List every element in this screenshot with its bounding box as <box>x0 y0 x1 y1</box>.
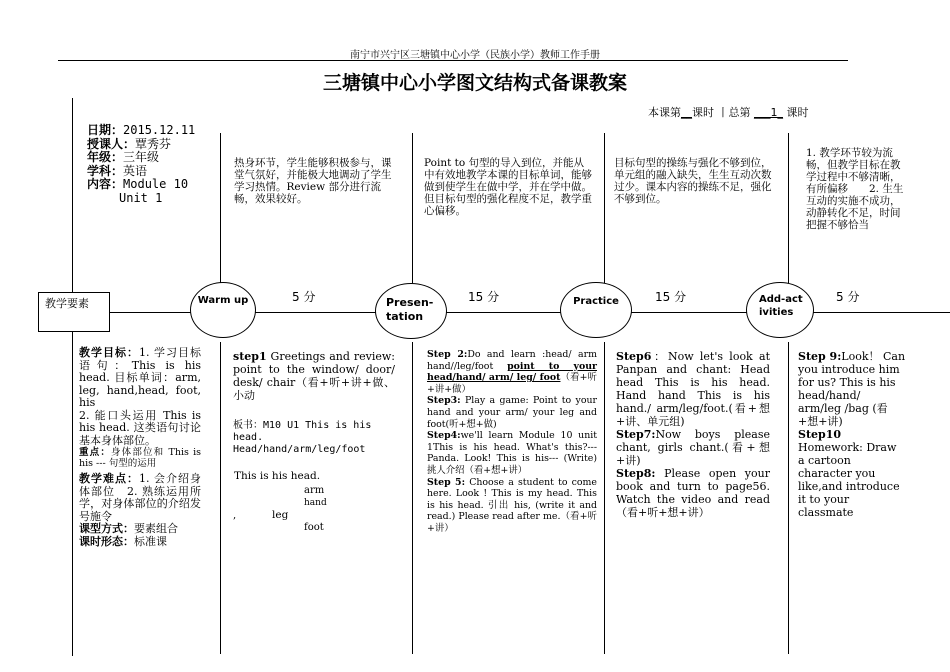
step8-text: Please open your book and turn to page56. Watch the video and read（看+听+想+讲） <box>616 467 770 519</box>
step6-text: ：Now let's look at Panpan and chant: Head head This is his head. Hand hand This is his hand./ arm/leg/foot.(看+想+讲、单元组) <box>616 350 770 428</box>
divider-bottom-4 <box>788 342 789 654</box>
step2-mode: （看+听+讲+做） <box>427 372 598 395</box>
step5-text: Choose a student to come here. Look ! This is my head. This is his head. 引出 his, (write it and read.) Please read after me.（看+听+讲） <box>427 476 597 534</box>
step9-label: Step 9: <box>798 350 842 363</box>
board-sentence: This is his head. <box>234 470 321 482</box>
divider-top-3 <box>604 133 605 283</box>
duration-practice: 15 分 <box>655 290 687 304</box>
board-word-leg: leg <box>272 509 289 521</box>
board-comma: , <box>233 510 237 521</box>
content-value: Module 10 <box>123 177 189 191</box>
stage-additional: Add-activities <box>746 282 814 338</box>
step10-text: Homework: Draw a cartoon character you like,and introduce it to your classmate <box>798 441 900 519</box>
lesson-number: __ <box>681 106 692 119</box>
unit-value: Unit 1 <box>119 190 163 205</box>
step2-text: Do and learn :head/ arm hand//leg/foot <box>427 349 597 372</box>
step10-label: Step10 <box>798 428 842 441</box>
additional-steps <box>798 350 906 519</box>
warmup-steps <box>233 350 395 402</box>
subject-label: 学科： <box>87 163 124 178</box>
grade-label: 年级： <box>87 150 124 164</box>
step2-command: point to your head/hand/ arm/ leg/ foot <box>427 360 597 384</box>
step4-label: Step4: <box>427 430 461 442</box>
step3-text: Play a game: Point to your hand and your arm/ your leg and foot(听+想+做) <box>427 395 597 430</box>
duration-additional: 5 分 <box>836 290 860 304</box>
lesson-form: 标准课 <box>134 534 167 548</box>
reflection-practice: 目标句型的操练与强化不够到位，单元组的融入缺失，生生互动次数过少。课本内容的操练不足，强化不够到位。 <box>614 157 772 205</box>
board-words: Head/hand/arm/leg/foot <box>233 444 366 455</box>
lesson-info <box>87 124 217 205</box>
divider-top-4 <box>788 133 789 283</box>
step9-text: Look！ Can you introduce him for us? This is his head/hand/ arm/leg /bag (看+想+讲) <box>798 350 906 428</box>
presentation-steps <box>427 349 597 535</box>
content-label: 内容： <box>87 177 124 191</box>
reflection-presentation: Point to 句型的导入到位，并能从中有效地教学本课的目标单词，能够做到使学生在做中学，并在学中做。但目标句型的强化程度不足，教学重心偏移。 <box>424 157 592 217</box>
difficulty: 1. 会介绍身体部位 2. 熟练运用所学，对身体部位的介绍发号施令 <box>79 472 201 523</box>
page-title: 三塘镇中心小学图文结构式备课教案 <box>322 72 627 94</box>
teacher-label: 授课人： <box>87 136 136 151</box>
stage-warmup: Warm up <box>190 282 256 338</box>
lesson-label: 本课第 <box>648 106 681 119</box>
total-label: 总第 <box>728 106 751 119</box>
step3-label: Step3: <box>427 395 461 407</box>
left-border-line <box>72 98 73 656</box>
date-label: 日期： <box>87 123 124 137</box>
stage-practice: Practice <box>560 282 632 338</box>
step6-label: Step6 <box>616 350 652 363</box>
reflection-additional: 1. 教学环节较为流畅，但教学目标在教学过程中不够清晰，有所偏移 2. 生生互动的实施不成功，动静转化不足，时间把握不够恰当 <box>806 147 904 231</box>
step1-text: Greetings and review: point to the window/ door/ desk/ chair（看+听+讲+做、小动 <box>233 350 395 402</box>
step2-label: Step 2: <box>427 349 468 360</box>
duration-warmup: 5 分 <box>292 290 316 304</box>
divider-top-1 <box>220 133 221 283</box>
blackboard-plan <box>233 420 403 456</box>
objectives-block <box>79 347 201 548</box>
teacher-value: 覃秀芬 <box>135 136 172 151</box>
teaching-elements-label: 教学要素 <box>38 292 110 332</box>
lesson-unit: 课时 <box>692 106 714 119</box>
step7-label: Step7: <box>616 428 656 441</box>
total-unit: 课时 <box>786 106 809 119</box>
type-label: 课型方式： <box>79 522 134 535</box>
step4-text: we'll learn Module 10 unit 1This is his head. What's this?---Panda. Look! This is his--- (Write) 挑人介绍（看+想+讲） <box>427 430 597 476</box>
header-rule <box>58 60 848 61</box>
duration-presentation: 15 分 <box>468 290 500 304</box>
board-word-hand: hand <box>304 498 327 508</box>
divider-bottom-1 <box>220 342 221 654</box>
board-word-foot: foot <box>304 522 324 533</box>
divider-bottom-2 <box>412 342 413 654</box>
total-number: ___1_ <box>754 106 783 119</box>
board-title: M10 U1 This is his head. <box>233 420 372 443</box>
lesson-count <box>648 104 809 120</box>
goal-label: 教学目标： <box>79 346 139 359</box>
divider-top-2 <box>412 133 413 283</box>
practice-steps <box>616 350 770 519</box>
page-header: 南宁市兴宁区三塘镇中心小学（民族小学）教师工作手册 <box>350 50 600 61</box>
goal-1: 1. 学习目标语句：This is his head. 目标单词：arm, leg, hand,head, foot, his <box>79 346 201 409</box>
step7-text: Now boys please chant, girls chant.(看+想+讲) <box>616 428 770 467</box>
grade-value: 三年级 <box>123 150 160 164</box>
subject-value: 英语 <box>123 163 148 178</box>
goal-2: 2. 能口头运用 This is his head. 这类语句讨论基本身体部位。 <box>79 408 201 447</box>
meta-separator: 丨 <box>717 106 729 119</box>
step1-label: step1 <box>233 350 267 363</box>
step5-label: Step 5: <box>427 476 466 488</box>
lesson-type: 要素组合 <box>134 522 178 535</box>
stage-presentation: Presen-tation <box>375 283 447 339</box>
reflection-warmup: 热身环节，学生能够积极参与，课堂气氛好，并能极大地调动了学生学习热情。Review 部分进行流畅，效果较好。 <box>234 157 392 205</box>
date-value: 2015.12.11 <box>123 123 196 137</box>
key-point: 身体部位和 This is his --- 句型的运用 <box>79 447 201 469</box>
form-label: 课时形态： <box>79 534 134 548</box>
divider-bottom-3 <box>604 342 605 654</box>
step8-label: Step8: <box>616 467 656 480</box>
board-label: 板书： <box>233 420 263 431</box>
key-label: 重点： <box>79 447 111 458</box>
difficulty-label: 教学难点： <box>79 472 139 485</box>
board-word-arm: arm <box>304 485 325 496</box>
